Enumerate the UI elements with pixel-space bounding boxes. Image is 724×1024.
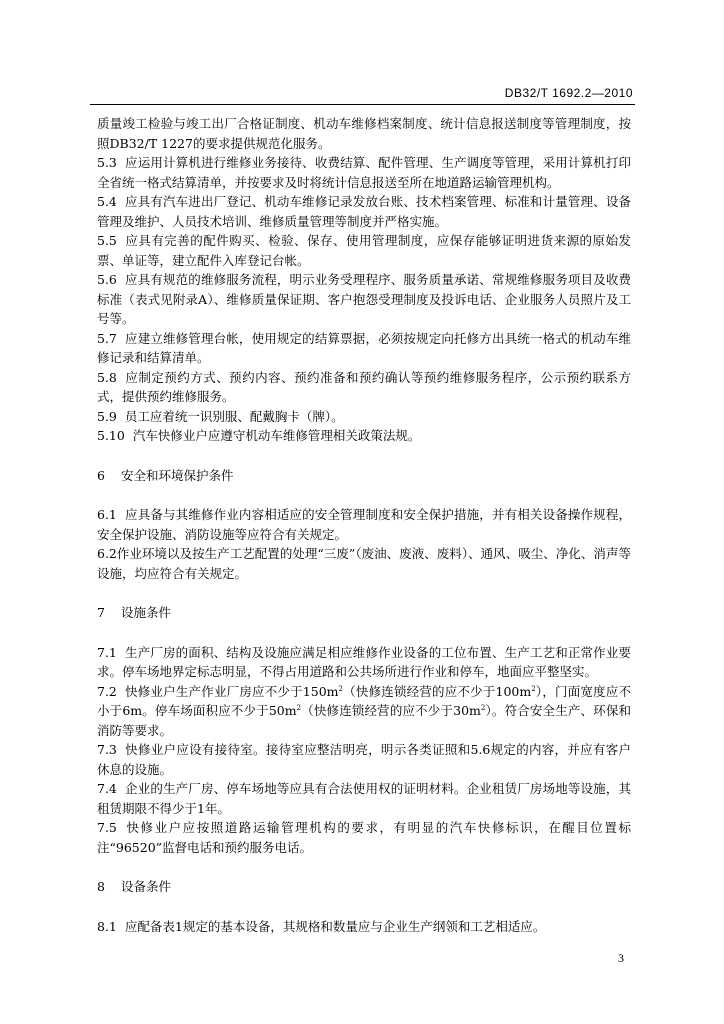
paragraph-continued: 质量竣工检验与竣工出厂合格证制度、机动车维修档案制度、统计信息报送制度等管理制度，按照DB32/T 1227的要求提供规范化服务。 bbox=[97, 116, 631, 151]
section-title: 设施条件 bbox=[121, 605, 172, 620]
clause-text: 应运用计算机进行维修业务接待、收费结算、配件管理、生产调度等管理，采用计算机打印全省统一格式结算清单，并按要求及时将统计信息报送至所在地道路运输管理机构。 bbox=[97, 155, 631, 190]
clause-text: （快修连锁经营的应不少于100m bbox=[342, 683, 532, 699]
clause-text: 快修业户应按照道路运输管理机构的要求，有明显的汽车快修标识，在醒目位置标注“96520”监督电话和预约服务电话。 bbox=[97, 820, 631, 855]
section-heading-6 bbox=[97, 466, 631, 486]
paragraph-5-5 bbox=[97, 231, 631, 270]
clause-text: 员工应着统一识别服、配戴胸卡（牌）。 bbox=[124, 408, 344, 424]
section-title: 安全和环境保护条件 bbox=[121, 467, 234, 483]
paragraph-5-8 bbox=[97, 368, 631, 407]
clause-number: 7.4 bbox=[97, 781, 117, 796]
clause-text: 应具有完善的配件购买、检验、保存、使用管理制度，应保存能够证明进货来源的原始发票、单证等，建立配件入库登记台帐。 bbox=[97, 233, 631, 268]
superscript: 2 bbox=[296, 703, 302, 712]
header-rule bbox=[90, 104, 635, 105]
clause-number: 5.7 bbox=[97, 330, 117, 346]
superscript: 2 bbox=[531, 684, 536, 693]
clause-text: 作业环境以及按生产工艺配置的处理“三废”（废油、废液、废料）、通风、吸尘、净化、消声等设施，均应符合有关规定。 bbox=[97, 546, 631, 581]
clause-text: 应建立维修管理台帐，使用规定的结算票据，必须按规定向托修方出具统一格式的机动车维修记录和结算清单。 bbox=[97, 330, 631, 365]
paragraph-7-5 bbox=[97, 818, 631, 857]
clause-number: 5.10 bbox=[97, 428, 125, 443]
clause-text: 快修业户应设有接待室。接待室应整洁明亮，明示各类证照和5.6规定的内容，并应有客户休息的设施。 bbox=[97, 742, 631, 777]
clause-number: 5.5 bbox=[97, 233, 117, 248]
clause-text: 生产厂房的面积、结构及设施应满足相应维修作业设备的工位布置、生产工艺和正常作业要求。停车场地界定标志明显，不得占用道路和公共场所进行作业和停车，地面应平整坚实。 bbox=[97, 644, 631, 679]
paragraph-5-10 bbox=[97, 426, 631, 446]
paragraph-5-6 bbox=[97, 270, 631, 329]
clause-text: 应具备与其维修作业内容相适应的安全管理制度和安全保护措施，并有相关设备操作规程，安全保护设施、消防设施等应符合有关规定。 bbox=[97, 507, 631, 542]
clause-number: 7.5 bbox=[97, 820, 117, 835]
paragraph-6-1 bbox=[97, 505, 631, 544]
clause-number: 7.3 bbox=[97, 742, 117, 757]
section-heading-7 bbox=[97, 603, 631, 623]
clause-text: 企业的生产厂房、停车场地等应具有合法使用权的证明材料。企业租赁厂房场地等设施，其租赁期限不得少于1年。 bbox=[97, 781, 631, 816]
paragraph-5-9 bbox=[97, 407, 631, 427]
paragraph-7-1 bbox=[97, 643, 631, 682]
clause-text: 快修业户生产作业厂房应不少于150m bbox=[124, 683, 339, 699]
clause-number: 8.1 bbox=[97, 918, 117, 934]
clause-text: 应配备表1规定的基本设备，其规格和数量应与企业生产纲领和工艺相适应。 bbox=[124, 918, 546, 934]
paragraph-7-4 bbox=[97, 779, 631, 818]
section-title: 设备条件 bbox=[121, 879, 172, 894]
section-number: 6 bbox=[97, 467, 105, 483]
paragraph-8-1 bbox=[97, 917, 631, 937]
clause-number: 5.9 bbox=[97, 408, 117, 424]
paragraph-7-3 bbox=[97, 740, 631, 779]
clause-number: 7.1 bbox=[97, 644, 117, 660]
clause-text: ）。符合安全生产、环保和消防等要求。 bbox=[97, 703, 631, 738]
clause-number: 6.1 bbox=[97, 507, 117, 522]
document-code: DB32/T 1692.2—2010 bbox=[504, 86, 633, 100]
clause-text: （快修连锁经营的应不少于30m bbox=[301, 703, 481, 718]
clause-text: 应制定预约方式、预约内容、预约准备和预约确认等预约维修服务程序，公示预约联系方式，提供预约维修服务。 bbox=[97, 369, 631, 404]
document-body bbox=[97, 114, 631, 936]
paragraph-5-4 bbox=[97, 192, 631, 231]
superscript: 2 bbox=[338, 684, 343, 693]
clause-number: 5.3 bbox=[97, 155, 117, 170]
clause-number: 5.4 bbox=[97, 194, 117, 209]
clause-number: 5.8 bbox=[97, 369, 117, 385]
clause-text: ），门面宽度应不小于6m。停车场面积应不少于50m bbox=[97, 683, 631, 718]
paragraph-6-2 bbox=[97, 544, 631, 583]
section-number: 7 bbox=[97, 605, 105, 620]
clause-number: 5.6 bbox=[97, 272, 117, 287]
page-number: 3 bbox=[618, 951, 624, 965]
clause-text: 应具有规范的维修服务流程，明示业务受理程序、服务质量承诺、常规维修服务项目及收费标准（表式见附录A）、维修质量保证期、客户抱怨受理制度及投诉电话、企业服务人员照片及工号等。 bbox=[97, 272, 631, 326]
clause-number: 6.2 bbox=[97, 546, 117, 561]
paragraph-5-7 bbox=[97, 329, 631, 368]
paragraph-7-2 bbox=[97, 682, 631, 741]
clause-text: 汽车快修业户应遵守机动车维修管理相关政策法规。 bbox=[132, 428, 421, 443]
section-number: 8 bbox=[97, 879, 105, 894]
superscript: 2 bbox=[480, 703, 486, 712]
clause-number: 7.2 bbox=[97, 683, 117, 699]
paragraph-5-3 bbox=[97, 153, 631, 192]
section-heading-8 bbox=[97, 877, 631, 897]
clause-text: 应具有汽车进出厂登记、机动车维修记录发放台账、技术档案管理、标准和计量管理、设备管理及维护、人员技术培训、维修质量管理等制度并严格实施。 bbox=[97, 194, 631, 229]
